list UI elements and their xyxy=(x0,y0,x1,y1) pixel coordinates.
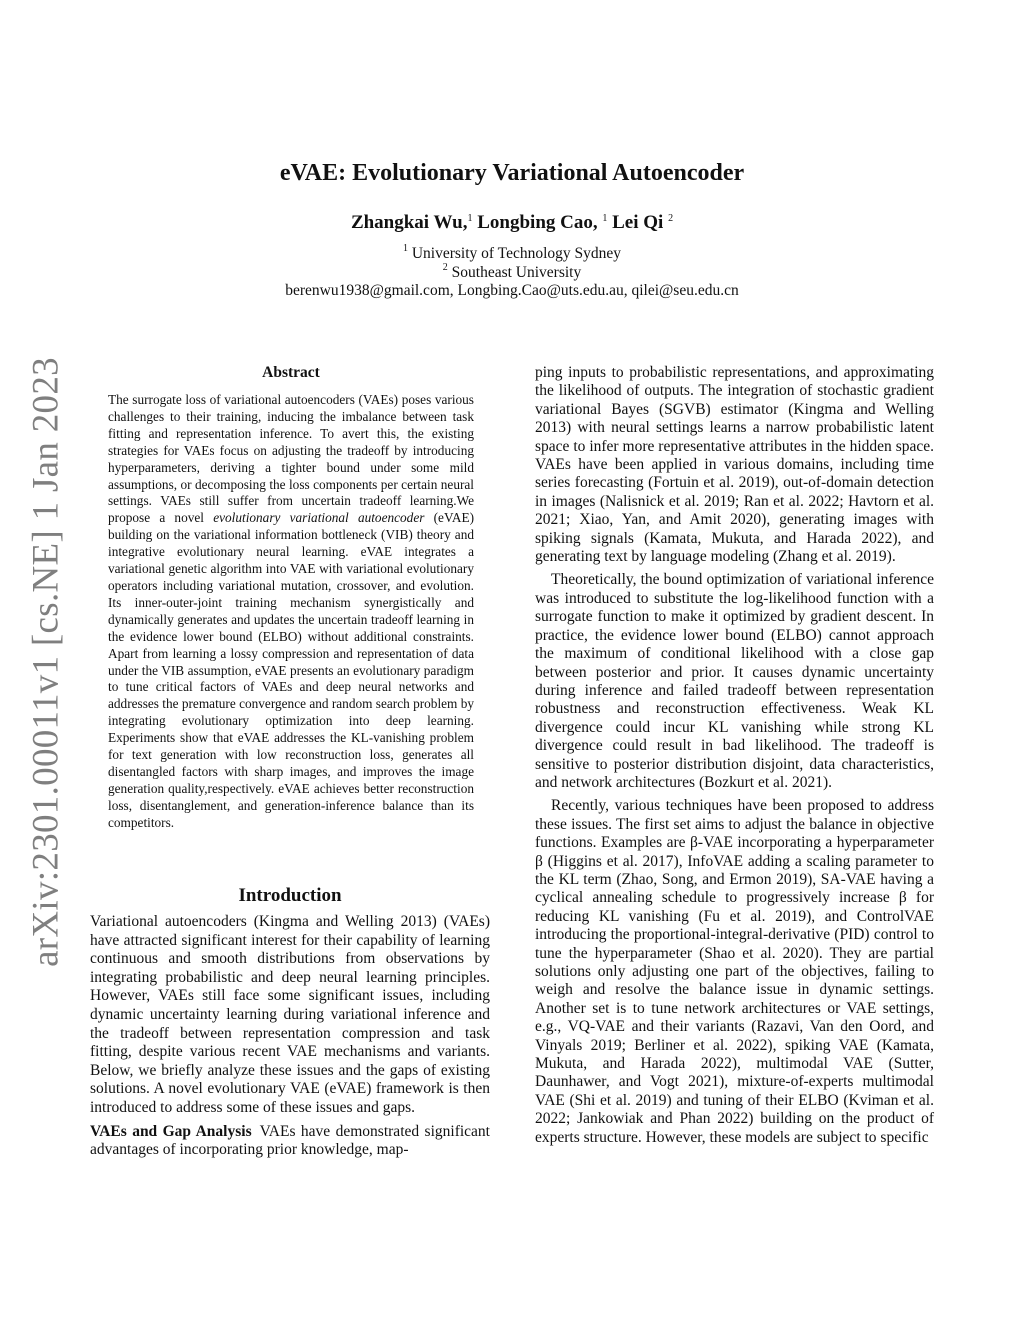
author-affiliation-mark: 2 xyxy=(668,213,674,224)
abstract-text: The surrogate loss of variational autoencoders (VAEs) poses various challenges to their training, inducing the imbalance between task fitting and representation inference. To avert this, the existing strategies for VAEs focus on adjusting the tradeoff by introducing hyperparameters, deriving a tighter bound under some mild assumptions, or decomposing the loss components per certain neural settings. VAEs still suffer from uncertain tradeoff learning.We propose a novel xyxy=(108,392,474,526)
affiliation-line xyxy=(0,243,1024,263)
introduction-heading: Introduction xyxy=(238,885,342,906)
author-name: Lei Qi xyxy=(612,212,664,233)
author-name: Zhangkai Wu, xyxy=(350,212,468,233)
introduction-section xyxy=(90,885,490,1160)
arxiv-identifier-text: arXiv:2301.00011v1 [cs.NE] 1 Jan 2023 xyxy=(25,357,67,967)
subsection-heading: VAEs and Gap Analysis xyxy=(90,1122,252,1140)
author-affiliation-mark: 1 xyxy=(467,213,473,224)
right-column xyxy=(535,364,934,1152)
abstract-body xyxy=(108,392,474,832)
abstract-emphasis: evolutionary variational autoencoder xyxy=(213,510,425,526)
affiliation-line xyxy=(0,262,1024,282)
intro-paragraph xyxy=(90,1123,490,1160)
affiliation-mark: 1 xyxy=(402,243,408,254)
affiliation-mark: 2 xyxy=(442,262,448,273)
abstract-heading: Abstract xyxy=(262,364,320,381)
author-list xyxy=(0,212,1024,234)
paper-title: eVAE: Evolutionary Variational Autoencoder xyxy=(279,160,745,186)
intro-paragraph: Theoretically, the bound optimization of variational inference was introduced to substitute the log-likelihood function with a surrogate function to make it optimized by gradient descent. In practice, the evidence lower bound (ELBO) cannot approach the maximum of conditional likelihood with a close gap between posterior and prior. It causes dynamic uncertainty during inference and failed tradeoff between representation robustness and reconstruction effectiveness. Weak KL divergence could incur KL vanishing while strong KL divergence could result in bad likelihood. The tradeoff is sensitive to posterior distribution disjoint, data characteristics, and network architectures (Bozkurt et al. 2021). xyxy=(535,571,934,791)
arxiv-identifier-stamp xyxy=(25,357,67,967)
intro-paragraph: Recently, various techniques have been proposed to address these issues. The first set aims to adjust the balance in objective functions. Examples are β-VAE incorporating a hyperparameter β (Higgins et al. 2017), InfoVAE adding a scaling parameter to the KL term (Zhao, Song, and Ermon 2019), SA-VAE having a cyclical annealing schedule to progressively increase β for reducing KL vanishing (Fu et al. 2019), and ControlVAE introducing the proportional-integral-derivative (PID) control to tune the hyperparameter (Shao et al. 2020). They are partial solutions only adjusting one part of the objectives, failing to weigh and resolve the balance issue in dynamic settings. Another set is to tune network architectures or VAE settings, e.g., VQ-VAE and their variants (Razavi, Van den Oord, and Vinyals 2019; Berliner et al. 2022), spiking VAE (Kamata, Mukuta, and Harada 2022), multimodal VAE (Sutter, Daunhawer, and Vogt 2021), mixture-of-experts multimodal VAE (Shi et al. 2019) and tuning of their ELBO (Kviman et al. 2022; Jankowiak and Phan 2022) building on the product of experts structure. However, these models are subject to specific xyxy=(535,797,934,1146)
affiliation-name: University of Technology Sydney xyxy=(411,245,622,262)
author-emails: berenwu1938@gmail.com, Longbing.Cao@uts.edu.au, qilei@seu.edu.cn xyxy=(285,282,739,299)
author-name: Longbing Cao, xyxy=(477,212,598,233)
intro-paragraph-continued: ping inputs to probabilistic representations, and approximating the likelihood of outputs. The integration of stochastic gradient variational Bayes (SGVB) estimator (Kingma and Welling 2013) with neural settings learns a narrow probabilistic latent space to infer more representative attributes in the hidden space. VAEs have been applied in various domains, including time series forecasting (Fortuin et al. 2019), out-of-domain detection in images (Nalisnick et al. 2019; Ran et al. 2022; Havtorn et al. 2021; Xiao, Yan, and Amit 2020), generating images with spiking signals (Kamata, Mukuta, and Harada 2022), and generating text by language modeling (Zhang et al. 2019). xyxy=(535,364,934,566)
author-affiliation-mark: 1 xyxy=(602,213,608,224)
abstract-text: (eVAE) building on the variational information bottleneck (VIB) theory and integrative evolutionary neural learning. eVAE integrates a variational genetic algorithm into VAE with variational evolutionary operators including variational mutation, crossover, and evolution. Its inner-outer-joint training mechanism synergistically and dynamically generates and updates the uncertain tradeoff learning in the evidence lower bound (ELBO) without additional constraints. Apart from learning a lossy compression and representation of data under the VIB assumption, eVAE presents an evolutionary paradigm to tune critical factors of VAEs and deep neural networks and addresses the premature convergence and random search problem by integrating evolutionary optimization into deep learning. Experiments show that eVAE addresses the KL-vanishing problem for text generation with low reconstruction loss, generates all disentangled factors with sharp images, and improves the image generation quality,respectively. eVAE achieves better reconstruction loss, disentanglement, and generation-inference balance than its competitors. xyxy=(108,510,475,830)
abstract-section xyxy=(108,364,474,832)
intro-paragraph-text: VAEs have demonstrated significant advantages of incorporating prior knowledge, map- xyxy=(90,1122,490,1159)
intro-paragraph: Variational autoencoders (Kingma and Welling 2013) (VAEs) have attracted significant interest for their capability of learning continuous and smooth distributions from observations by integrating probabilistic and deep neural learning principles. However, VAEs still face some significant issues, including dynamic uncertainty learning during variational inference and the tradeoff between representation compression and task fitting, despite various recent VAE mechanisms and variants. Below, we briefly analyze these issues and the gaps of existing solutions. A novel evolutionary VAE (eVAE) framework is then introduced to address some of these issues and gaps. xyxy=(90,913,490,1116)
affiliation-name: Southeast University xyxy=(451,264,582,281)
